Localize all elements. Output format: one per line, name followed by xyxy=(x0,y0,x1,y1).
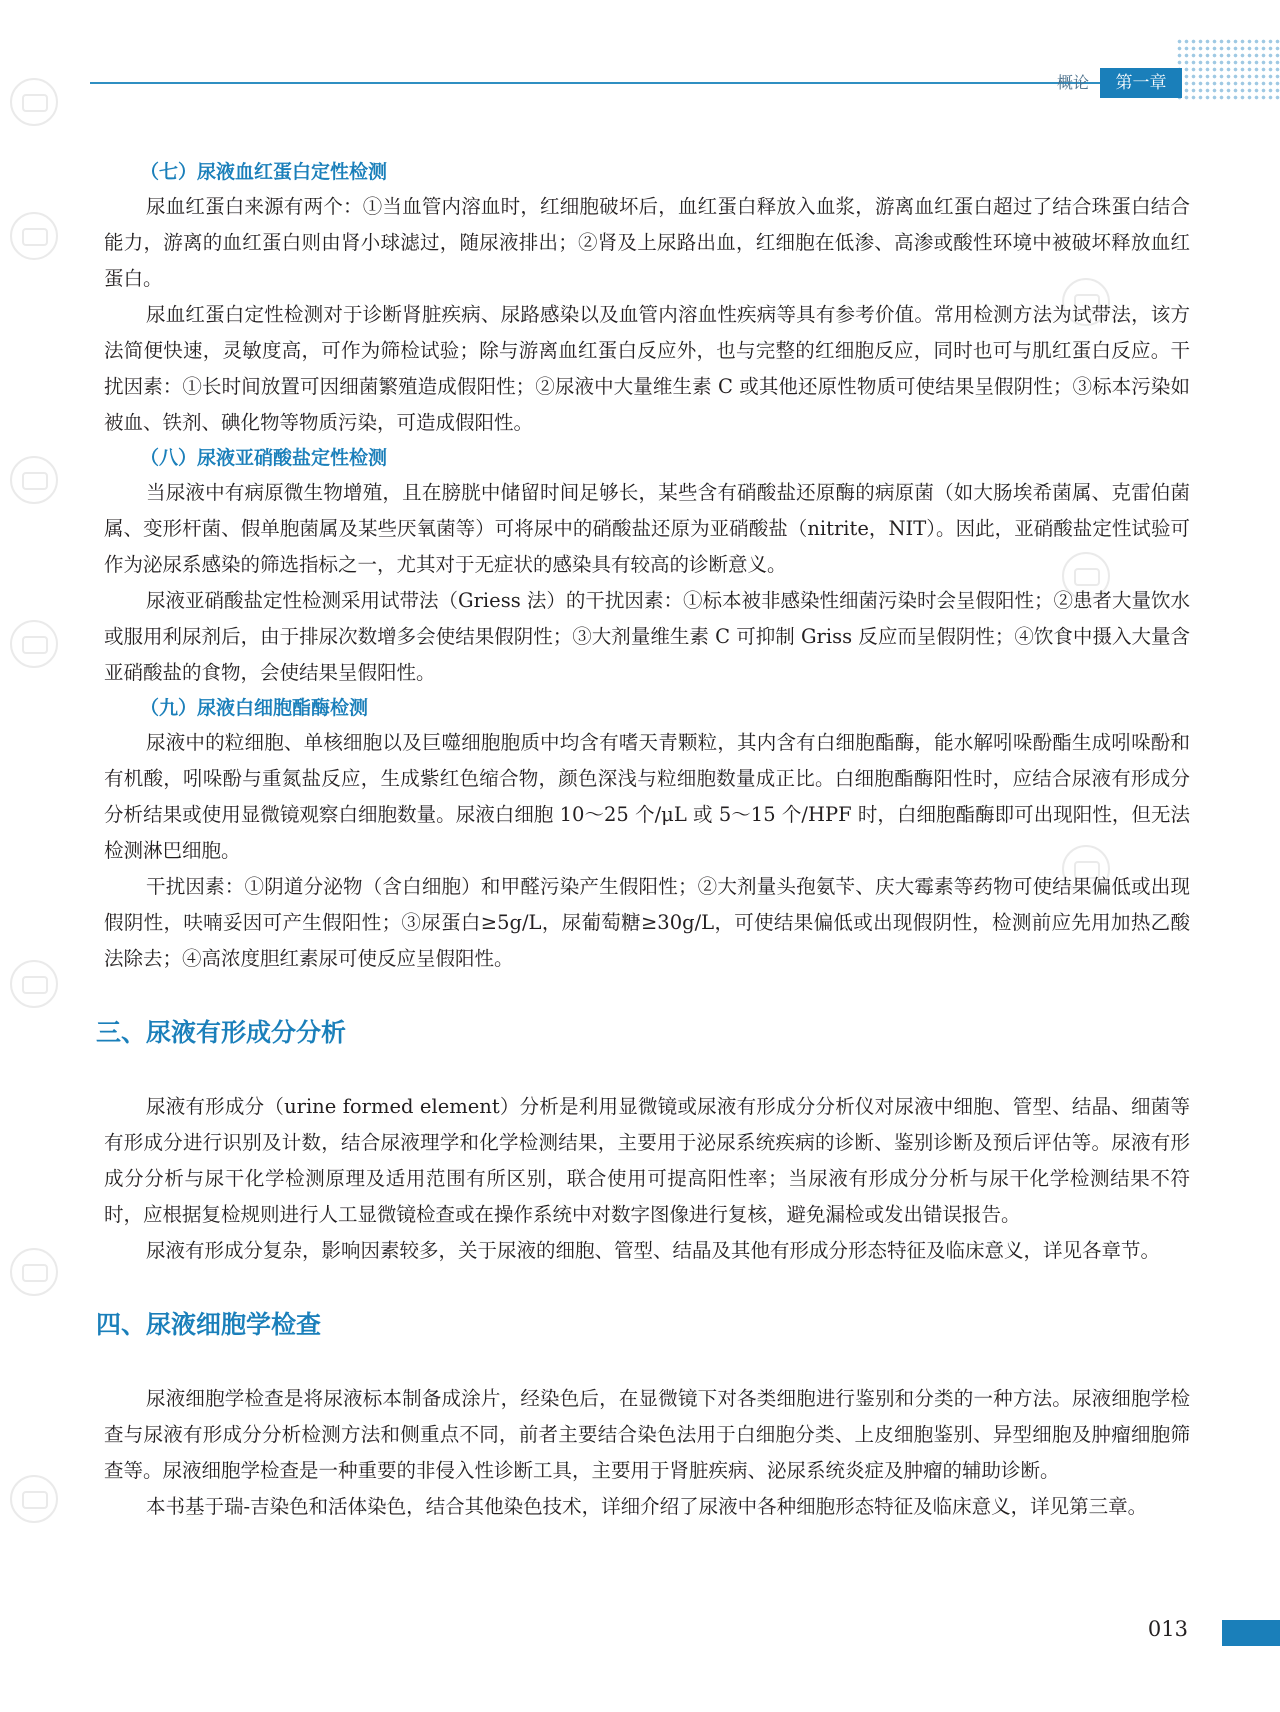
header-dot-pattern xyxy=(1176,38,1280,102)
subsection-title-leukocyte-esterase: （九）尿液白细胞酯酶检测 xyxy=(140,697,369,719)
watermark-logo-icon xyxy=(10,960,58,1008)
paragraph: 当尿液中有病原微生物增殖，且在膀胱中储留时间足够长，某些含有硝酸盐还原酶的病原菌（如大肠埃希菌属、克雷伯菌属、变形杆菌、假单胞菌属及某些厌氧菌等）可将尿中的硝酸盐还原为亚硝酸盐（nitrite，NIT）。因此，亚硝酸盐定性试验可作为泌尿系感染的筛选指标之一，尤其对于无症状的感染具有较高的诊断意义。 xyxy=(104,481,1190,576)
paragraph: 尿液中的粒细胞、单核细胞以及巨噬细胞胞质中均含有嗜天青颗粒，其内含有白细胞酯酶，能水解吲哚酚酯生成吲哚酚和有机酸，吲哚酚与重氮盐反应，生成紫红色缩合物，颜色深浅与粒细胞数量成正比。白细胞酯酶阳性时，应结合尿液有形成分分析结果或使用显微镜观察白细胞数量。尿液白细胞 10～25 个/μL 或 5～15 个/HPF 时，白细胞酯酶即可出现阳性，但无法检测淋巴细胞。 xyxy=(104,731,1190,862)
watermark-logo-icon xyxy=(10,78,58,126)
paragraph: 尿液细胞学检查是将尿液标本制备成涂片，经染色后，在显微镜下对各类细胞进行鉴别和分类的一种方法。尿液细胞学检查与尿液有形成分分析检测方法和侧重点不同，前者主要结合染色法用于白细胞分类、上皮细胞鉴别、异型细胞及肿瘤细胞筛查等。尿液细胞学检查是一种重要的非侵入性诊断工具，主要用于肾脏疾病、泌尿系统炎症及肿瘤的辅助诊断。 xyxy=(104,1387,1190,1482)
paragraph: 尿液有形成分（urine formed element）分析是利用显微镜或尿液有形成分分析仪对尿液中细胞、管型、结晶、细菌等有形成分进行识别及计数，结合尿液理学和化学检测结果，主要用于泌尿系统疾病的诊断、鉴别诊断及预后评估等。尿液有形成分分析与尿干化学检测原理及适用范围有所区别，联合使用可提高阳性率；当尿液有形成分分析与尿干化学检测结果不符时，应根据复检规则进行人工显微镜检查或在操作系统中对数字图像进行复核，避免漏检或发出错误报告。 xyxy=(104,1095,1190,1226)
spacer xyxy=(104,977,1190,1013)
watermark-logo-icon xyxy=(10,620,58,668)
spacer xyxy=(104,1269,1190,1305)
paragraph: 本书基于瑞-吉染色和活体染色，结合其他染色技术，详细介绍了尿液中各种细胞形态特征及临床意义，详见第三章。 xyxy=(146,1495,1148,1518)
page-number: 013 xyxy=(1147,1617,1188,1641)
subsection-title-nitrite: （八）尿液亚硝酸盐定性检测 xyxy=(140,447,388,469)
header-rule xyxy=(90,82,1182,84)
page-body xyxy=(96,155,1190,1525)
watermark-logo-icon xyxy=(10,1475,58,1523)
header-chapter-label: 第一章 xyxy=(1100,68,1182,98)
watermark-logo-icon xyxy=(10,456,58,504)
page-tab-marker xyxy=(1222,1620,1280,1646)
subsection-title-hemoglobin: （七）尿液血红蛋白定性检测 xyxy=(140,161,388,183)
section-title-formed-elements: 三、尿液有形成分分析 xyxy=(96,1018,347,1047)
spacer xyxy=(104,1345,1190,1381)
paragraph: 尿血红蛋白定性检测对于诊断肾脏疾病、尿路感染以及血管内溶血性疾病等具有参考价值。常用检测方法为试带法，该方法简便快速，灵敏度高，可作为筛检试验；除与游离血红蛋白反应外，也与完整的红细胞反应，同时也可与肌红蛋白反应。干扰因素：①长时间放置可因细菌繁殖造成假阳性；②尿液中大量维生素 C 或其他还原性物质可使结果呈假阴性；③标本污染如被血、铁剂、碘化物等物质污染，可造成假阳性。 xyxy=(104,303,1190,434)
paragraph: 尿液有形成分复杂，影响因素较多，关于尿液的细胞、管型、结晶及其他有形成分形态特征及临床意义，详见各章节。 xyxy=(146,1239,1161,1262)
section-title-cytology: 四、尿液细胞学检查 xyxy=(96,1310,322,1339)
paragraph: 尿液亚硝酸盐定性检测采用试带法（Griess 法）的干扰因素：①标本被非感染性细菌污染时会呈假阳性；②患者大量饮水或服用利尿剂后，由于排尿次数增多会使结果假阴性；③大剂量维生素 C 可抑制 Griss 反应而呈假阴性；④饮食中摄入大量含亚硝酸盐的食物，会使结果呈假阳性。 xyxy=(104,589,1190,684)
watermark-logo-icon xyxy=(10,1248,58,1296)
paragraph: 尿血红蛋白来源有两个：①当血管内溶血时，红细胞破坏后，血红蛋白释放入血浆，游离血红蛋白超过了结合珠蛋白结合能力，游离的血红蛋白则由肾小球滤过，随尿液排出；②肾及上尿路出血，红细胞在低渗、高渗或酸性环境中被破坏释放血红蛋白。 xyxy=(104,195,1190,290)
header-section-label: 概论 xyxy=(1056,73,1089,92)
watermark-logo-icon xyxy=(10,212,58,260)
paragraph: 干扰因素：①阴道分泌物（含白细胞）和甲醛污染产生假阳性；②大剂量头孢氨苄、庆大霉素等药物可使结果偏低或出现假阴性，呋喃妥因可产生假阳性；③尿蛋白≥5g/L，尿葡萄糖≥30g/L，可使结果偏低或出现假阴性，检测前应先用加热乙酸法除去；④高浓度胆红素尿可使反应呈假阳性。 xyxy=(104,875,1190,970)
spacer xyxy=(104,1053,1190,1089)
